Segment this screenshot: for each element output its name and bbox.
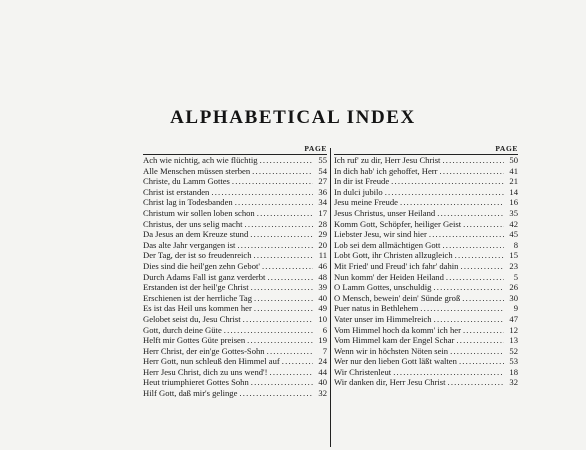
entry-title: Mit Fried' und Freud' ich fahr' dahin	[334, 260, 459, 271]
entry-page-number: 30	[509, 292, 518, 303]
dot-leader	[237, 240, 313, 251]
entry-title: Christus, der uns selig macht	[143, 218, 243, 229]
dot-leader	[450, 346, 504, 357]
entry-page-number: 26	[509, 282, 518, 293]
entry-page-number: 32	[318, 388, 327, 399]
entry-title: Der Tag, der ist so freudenreich	[143, 250, 252, 261]
dot-leader	[254, 293, 313, 304]
index-entry	[334, 155, 518, 166]
index-column-right	[334, 144, 518, 388]
entry-page-number: 39	[318, 282, 327, 293]
index-entry	[334, 197, 518, 208]
entry-page-number: 18	[509, 366, 518, 377]
entry-page-number: 42	[509, 218, 518, 229]
index-entry	[334, 282, 518, 293]
index-entry	[334, 229, 518, 240]
dot-leader	[460, 261, 504, 272]
entry-title: Erschienen ist der herrliche Tag	[143, 292, 253, 303]
entry-title: Christ lag in Todesbanden	[143, 197, 233, 208]
entry-title: Jesu meine Freude	[334, 197, 398, 208]
index-entry	[334, 219, 518, 230]
index-entry	[334, 176, 518, 187]
entry-title: Alle Menschen müssen sterben	[143, 165, 251, 176]
index-entry	[334, 325, 518, 336]
entry-title: Puer natus in Bethlehem	[334, 303, 419, 314]
dot-leader	[224, 325, 313, 336]
index-entry	[334, 240, 518, 251]
index-entry	[143, 303, 327, 314]
entry-page-number: 21	[509, 176, 518, 187]
entry-title: In dulci jubilo	[334, 186, 383, 197]
dot-leader	[269, 367, 313, 378]
entry-page-number: 52	[509, 345, 518, 356]
entry-page-number: 19	[318, 335, 327, 346]
entry-page-number: 15	[509, 250, 518, 261]
entry-title: Wer nur den lieben Gott läßt walten	[334, 356, 457, 367]
index-entry	[143, 346, 327, 357]
index-entry	[143, 187, 327, 198]
dot-leader	[251, 282, 313, 293]
entry-page-number: 5	[513, 271, 518, 282]
dot-leader	[446, 272, 504, 283]
dot-leader	[437, 208, 504, 219]
dot-leader	[463, 219, 504, 230]
entry-page-number: 40	[318, 377, 327, 388]
entry-page-number: 7	[322, 345, 327, 356]
entry-page-number: 35	[509, 207, 518, 218]
dot-leader	[440, 166, 504, 177]
dot-leader	[462, 293, 504, 304]
index-entry	[143, 282, 327, 293]
dot-leader	[254, 250, 313, 261]
entry-list-right	[334, 154, 518, 388]
dot-leader	[463, 325, 504, 336]
entry-page-number: 34	[318, 197, 327, 208]
dot-leader	[252, 166, 313, 177]
index-entry	[334, 272, 518, 283]
entry-page-number: 23	[509, 260, 518, 271]
entry-title: Liebster Jesu, wir sind hier	[334, 229, 427, 240]
entry-title: Ach wie nichtig, ach wie flüchtig	[143, 155, 258, 165]
index-entry	[334, 346, 518, 357]
index-entry	[334, 335, 518, 346]
dot-leader	[429, 229, 504, 240]
entry-title: Komm Gott, Schöpfer, heiliger Geist	[334, 218, 462, 229]
index-entry	[334, 356, 518, 367]
index-entry	[334, 303, 518, 314]
index-entry	[143, 367, 327, 378]
index-entry	[334, 314, 518, 325]
entry-page-number: 27	[318, 176, 327, 187]
entry-title: Das alte Jahr vergangen ist	[143, 239, 236, 250]
dot-leader	[433, 282, 504, 293]
entry-page-number: 41	[509, 165, 518, 176]
dot-leader	[267, 346, 313, 357]
column-divider	[330, 148, 331, 447]
dot-leader	[267, 272, 313, 283]
dot-leader	[260, 155, 313, 166]
dot-leader	[250, 229, 313, 240]
entry-title: Heut triumphieret Gottes Sohn	[143, 377, 249, 388]
entry-title: Christe, du Lamm Gottes	[143, 176, 230, 187]
entry-title: Christ ist erstanden	[143, 186, 210, 197]
entry-title: Vater unser im Himmelreich	[334, 313, 432, 324]
index-entry	[143, 335, 327, 346]
dot-leader	[420, 303, 504, 314]
page-column-header: PAGE	[304, 144, 327, 153]
index-entry	[334, 166, 518, 177]
entry-title: Vom Himmel hoch da komm' ich her	[334, 324, 461, 335]
entry-title: Ich ruf' zu dir, Herr Jesu Christ	[334, 155, 441, 165]
entry-title: O Mensch, bewein' dein' Sünde groß	[334, 292, 461, 303]
index-entry	[143, 250, 327, 261]
index-entry	[143, 377, 327, 388]
index-entry	[143, 293, 327, 304]
dot-leader	[243, 314, 313, 325]
entry-title: Gott, durch deine Güte	[143, 324, 222, 335]
entry-title: Wir Christenleut	[334, 366, 392, 377]
index-entry	[334, 293, 518, 304]
dot-leader	[232, 176, 313, 187]
entry-page-number: 12	[509, 324, 518, 335]
entry-page-number: 16	[509, 197, 518, 208]
entry-title: In dir ist Freude	[334, 176, 390, 187]
entry-title: Christum wir sollen loben schon	[143, 207, 255, 218]
dot-leader	[257, 208, 313, 219]
entry-page-number: 48	[318, 271, 327, 282]
dot-leader	[459, 356, 504, 367]
entry-page-number: 53	[509, 356, 518, 367]
entry-page-number: 36	[318, 186, 327, 197]
entry-page-number: 47	[509, 313, 518, 324]
dot-leader	[400, 197, 504, 208]
dot-leader	[211, 187, 313, 198]
entry-title: Wenn wir in höchsten Nöten sein	[334, 345, 449, 356]
entry-title: Hilf Gott, daß mir's gelinge	[143, 388, 238, 399]
dot-leader	[239, 388, 313, 399]
index-entry	[143, 219, 327, 230]
dot-leader	[393, 367, 504, 378]
dot-leader	[442, 240, 504, 251]
index-entry	[334, 377, 518, 388]
entry-page-number: 8	[513, 239, 518, 250]
entry-page-number: 29	[318, 229, 327, 240]
index-entry	[334, 261, 518, 272]
entry-page-number: 46	[318, 260, 327, 271]
dot-leader	[251, 377, 313, 388]
index-entry	[143, 229, 327, 240]
index-entry	[143, 261, 327, 272]
dot-leader	[385, 187, 504, 198]
entry-page-number: 44	[318, 366, 327, 377]
entry-page-number: 14	[509, 186, 518, 197]
index-entry	[143, 356, 327, 367]
entry-title: Helft mir Gottes Güte preisen	[143, 335, 246, 346]
entry-page-number: 13	[509, 335, 518, 346]
entry-page-number: 10	[318, 313, 327, 324]
entry-title: Da Jesus an dem Kreuze stund	[143, 229, 249, 240]
entry-title: Nun komm' der Heiden Heiland	[334, 271, 444, 282]
entry-page-number: 45	[509, 229, 518, 240]
entry-page-number: 9	[513, 303, 518, 314]
entry-title: Lobt Gott, ihr Christen allzugleich	[334, 250, 453, 261]
index-entry	[143, 197, 327, 208]
entry-page-number: 24	[318, 356, 327, 367]
entry-page-number: 6	[322, 324, 327, 335]
entry-title: Wir danken dir, Herr Jesu Christ	[334, 377, 446, 388]
entry-title: Lob sei dem allmächtigen Gott	[334, 239, 441, 250]
dot-leader	[442, 155, 504, 166]
index-entry	[334, 250, 518, 261]
entry-page-number: 54	[318, 165, 327, 176]
dot-leader	[455, 250, 504, 261]
dot-leader	[235, 197, 313, 208]
dot-leader	[434, 314, 504, 325]
entry-title: Es ist das Heil uns kommen her	[143, 303, 252, 314]
index-entry	[143, 155, 327, 166]
index-column-left	[143, 144, 327, 399]
index-entry	[143, 388, 327, 399]
entry-page-number: 49	[318, 303, 327, 314]
dot-leader	[254, 303, 313, 314]
entry-title: Herr Jesu Christ, dich zu uns wend'!	[143, 366, 268, 377]
entry-page-number: 50	[509, 155, 518, 165]
index-entry	[143, 314, 327, 325]
dot-leader	[247, 335, 313, 346]
index-entry	[143, 240, 327, 251]
entry-title: Erstanden ist der heil'ge Christ	[143, 282, 249, 293]
index-entry	[334, 208, 518, 219]
dot-leader	[262, 261, 313, 272]
dot-leader	[391, 176, 504, 187]
entry-page-number: 55	[318, 155, 327, 165]
dot-leader	[447, 377, 504, 388]
dot-leader	[245, 219, 313, 230]
entry-title: O Lamm Gottes, unschuldig	[334, 282, 432, 293]
entry-page-number: 32	[509, 377, 518, 388]
page-column-header: PAGE	[495, 144, 518, 153]
index-entry	[143, 208, 327, 219]
index-entry	[334, 187, 518, 198]
entry-page-number: 11	[318, 250, 327, 261]
entry-title: In dich hab' ich gehoffet, Herr	[334, 165, 438, 176]
entry-page-number: 20	[318, 239, 327, 250]
entry-title: Jesus Christus, unser Heiland	[334, 207, 436, 218]
index-entry	[143, 325, 327, 336]
entry-page-number: 40	[318, 292, 327, 303]
entry-page-number: 28	[318, 218, 327, 229]
entry-title: Durch Adams Fall ist ganz verderbt	[143, 271, 266, 282]
index-entry	[143, 166, 327, 177]
entry-title: Vom Himmel kam der Engel Schar	[334, 335, 455, 346]
index-entry	[143, 176, 327, 187]
entry-title: Gelobet seist du, Jesu Christ	[143, 313, 241, 324]
dot-leader	[282, 356, 313, 367]
page-title: ALPHABETICAL INDEX	[170, 107, 416, 128]
entry-title: Herr Christ, der ein'ge Gottes-Sohn	[143, 345, 265, 356]
entry-list-left	[143, 154, 327, 399]
dot-leader	[456, 335, 504, 346]
entry-title: Dies sind die heil'gen zehn Gebot'	[143, 260, 260, 271]
entry-title: Herr Gott, nun schleuß den Himmel auf	[143, 356, 280, 367]
entry-page-number: 17	[318, 207, 327, 218]
index-entry	[334, 367, 518, 378]
index-entry	[143, 272, 327, 283]
